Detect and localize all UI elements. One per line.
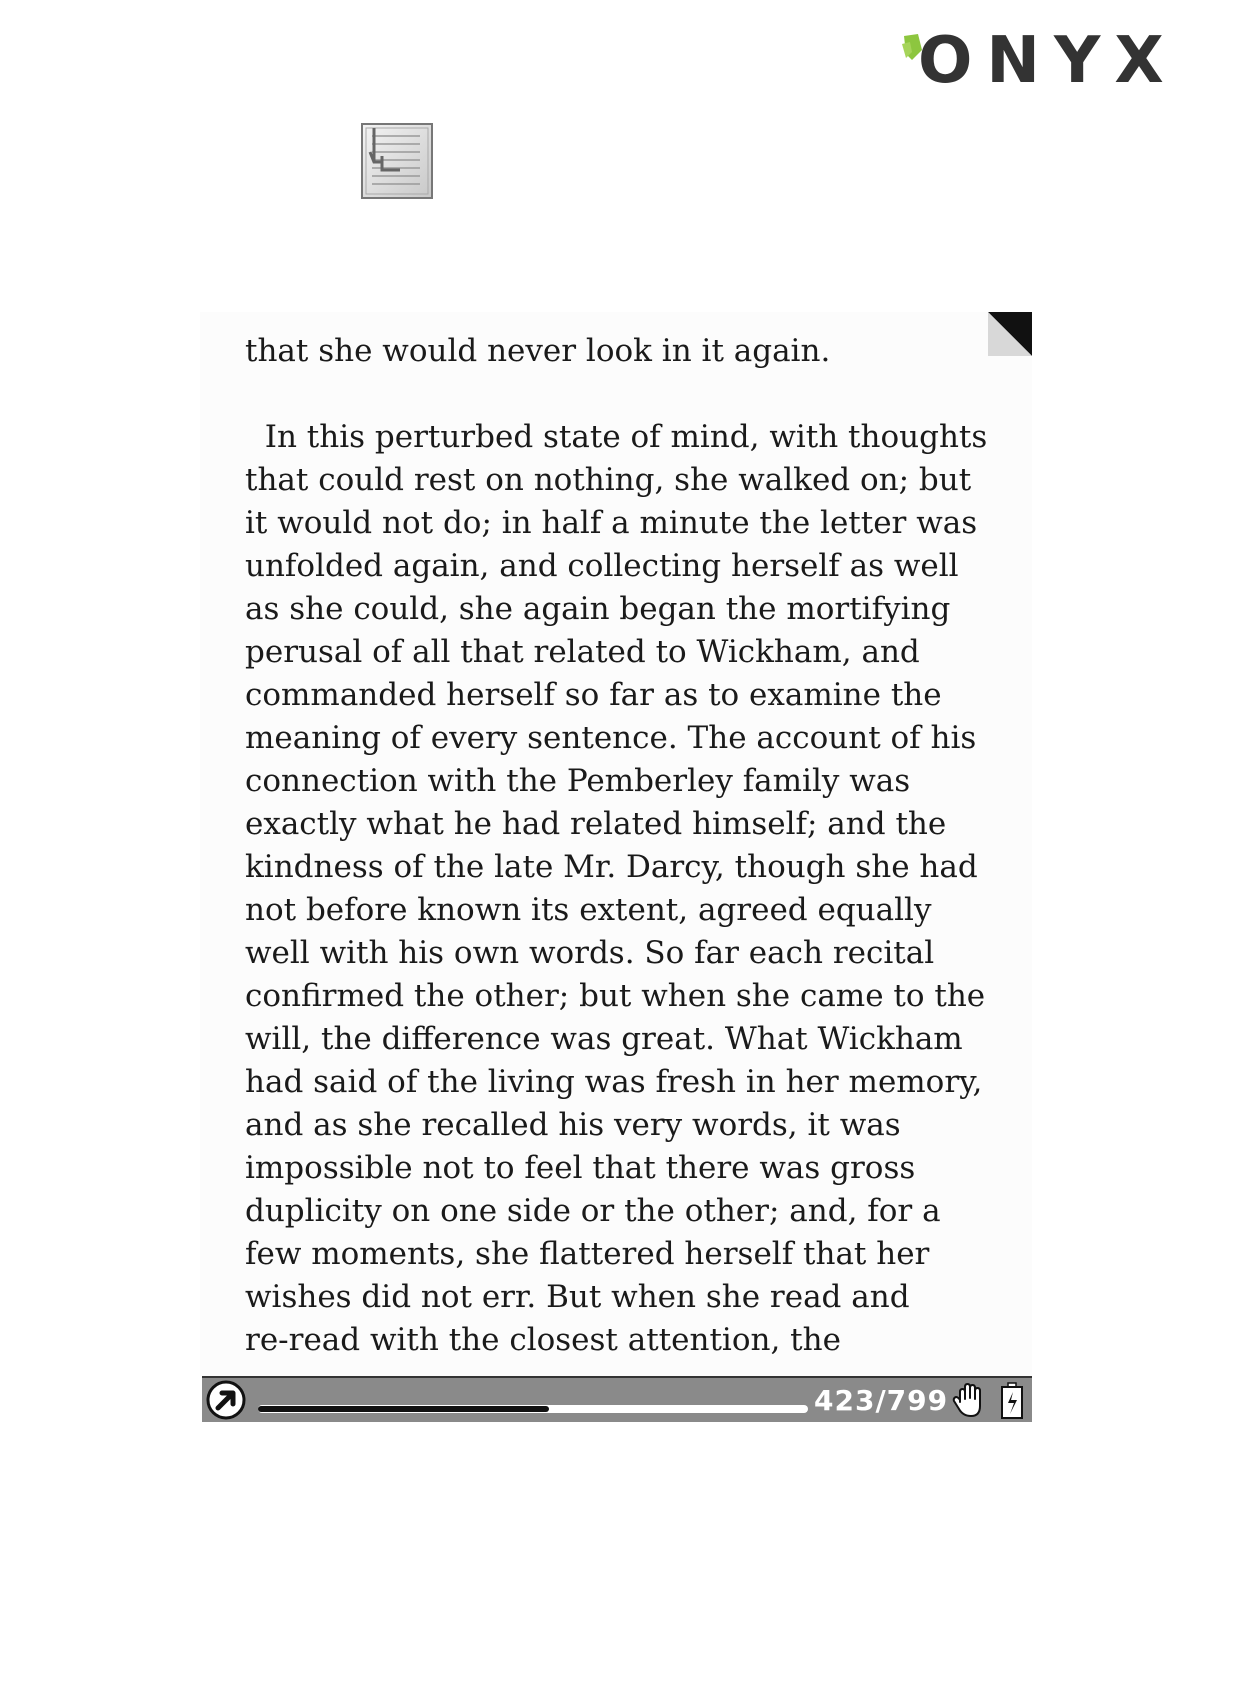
status-bar <box>202 1376 1032 1422</box>
document-icon[interactable] <box>360 122 436 202</box>
reader-page[interactable] <box>200 312 1032 1376</box>
text-line: and as she recalled his very words, it was <box>245 1107 901 1143</box>
text-line: perusal of all that related to Wickham, and <box>245 634 920 670</box>
text-line: confirmed the other; but when she came to the <box>245 978 986 1014</box>
page-text <box>245 330 1005 1362</box>
progress-slider[interactable] <box>258 1405 808 1413</box>
brand-logo <box>900 24 1200 98</box>
page-counter[interactable]: 423/799 <box>814 1384 949 1417</box>
text-line: commanded herself so far as to examine the <box>245 677 942 713</box>
goto-arrow-icon[interactable] <box>206 1380 246 1420</box>
text-line: few moments, she flattered herself that her <box>245 1236 930 1272</box>
hand-icon[interactable] <box>950 1380 990 1420</box>
text-line: In this perturbed state of mind, with thoughts <box>245 419 988 455</box>
text-line: unfolded again, and collecting herself as well <box>245 548 959 584</box>
progress-fill <box>258 1406 549 1412</box>
text-line: well with his own words. So far each recital <box>245 935 935 971</box>
text-line: not before known its extent, agreed equally <box>245 892 932 928</box>
text-line: that could rest on nothing, she walked on; but <box>245 462 972 498</box>
text-line: meaning of every sentence. The account of his <box>245 720 977 756</box>
text-line: that she would never look in it again. <box>245 333 831 369</box>
brand-name: ONYX <box>918 24 1178 98</box>
text-line: re-read with the closest attention, the <box>245 1322 841 1358</box>
text-line: wishes did not err. But when she read and <box>245 1279 910 1315</box>
text-line: duplicity on one side or the other; and, for a <box>245 1193 941 1229</box>
text-line: impossible not to feel that there was gross <box>245 1150 916 1186</box>
text-line: exactly what he had related himself; and the <box>245 806 947 842</box>
battery-icon <box>1000 1382 1024 1420</box>
text-line: had said of the living was fresh in her memory, <box>245 1064 983 1100</box>
text-line: will, the difference was great. What Wickham <box>245 1021 963 1057</box>
paragraph-gap <box>245 373 1005 416</box>
text-line: as she could, she again began the mortifying <box>245 591 951 627</box>
text-line: it would not do; in half a minute the letter was <box>245 505 978 541</box>
text-line: connection with the Pemberley family was <box>245 763 911 799</box>
text-line: kindness of the late Mr. Darcy, though she had <box>245 849 978 885</box>
